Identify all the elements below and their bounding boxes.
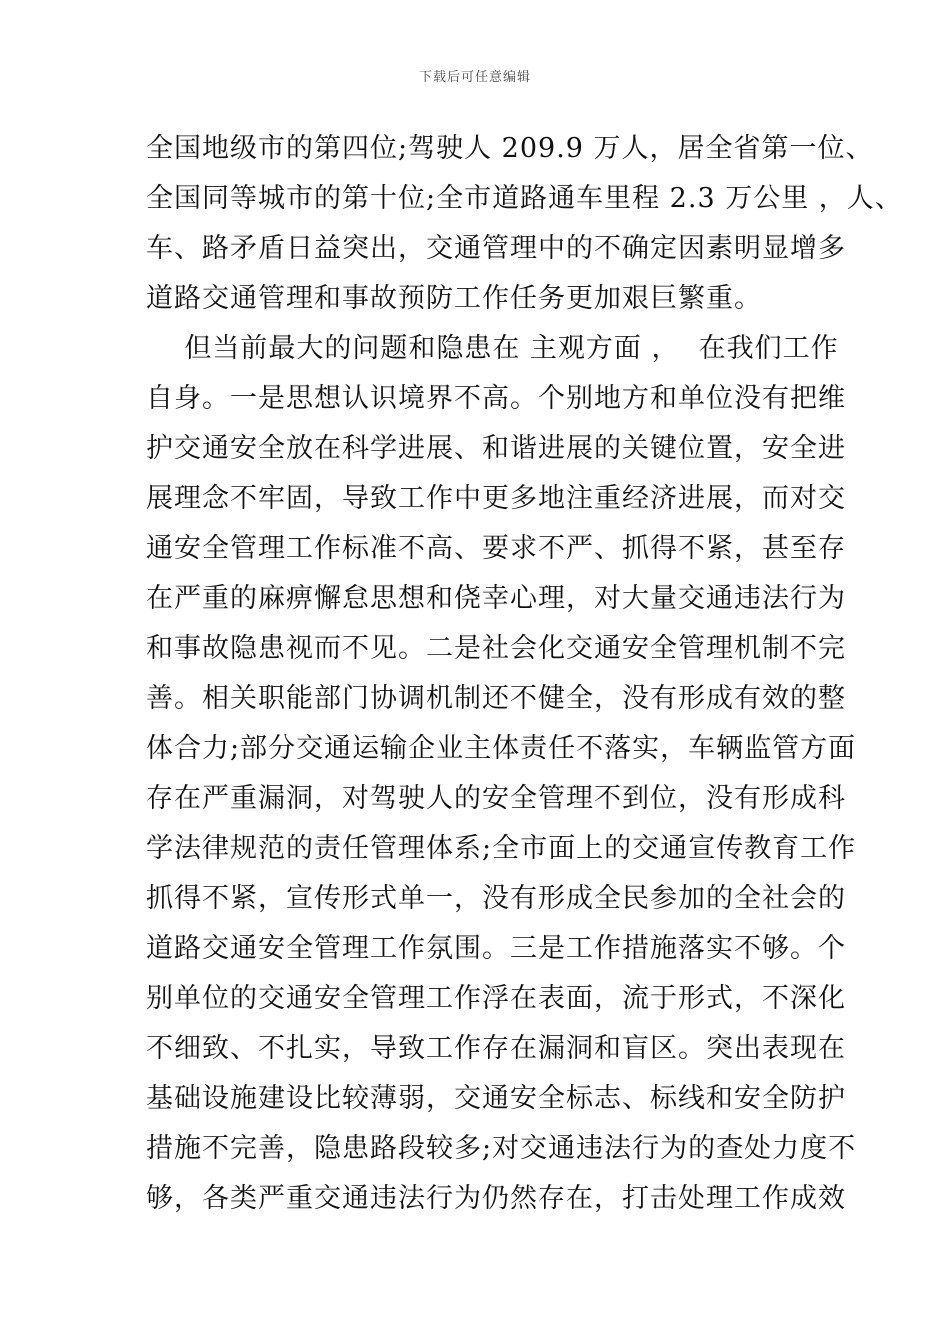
text-line: 体合力;部分交通运输企业主体责任不落实，车辆监管方面 bbox=[146, 733, 857, 764]
text-line: 学法律规范的责任管理体系;全市面上的交通宣传教育工作 bbox=[146, 833, 857, 864]
text-line: 全国同等城市的第十位;全市道路通车里程 2.3 万公里 ，人、 bbox=[146, 183, 903, 214]
paragraph-start-line: 但当前最大的问题和隐患在 主观方面 ， 在我们工作 bbox=[146, 333, 839, 364]
text-line: 车、路矛盾日益突出，交通管理中的不确定因素明显增多 bbox=[146, 233, 846, 264]
text-line: 抓得不紧，宣传形式单一，没有形成全民参加的全社会的 bbox=[146, 883, 846, 914]
text-line: 通安全管理工作标准不高、要求不严、抓得不紧，甚至存 bbox=[146, 533, 846, 564]
text-line: 和事故隐患视而不见。二是社会化交通安全管理机制不完 bbox=[146, 633, 846, 664]
text-line: 护交通安全放在科学进展、和谐进展的关键位置，安全进 bbox=[146, 433, 846, 464]
text-line: 在严重的麻痹懈怠思想和侥幸心理，对大量交通违法行为 bbox=[146, 583, 846, 614]
text-line: 展理念不牢固，导致工作中更多地注重经济进展，而对交 bbox=[146, 483, 846, 514]
page-header: 下载后可任意编辑 bbox=[418, 70, 531, 85]
text-line: 基础设施建设比较薄弱，交通安全标志、标线和安全防护 bbox=[146, 1083, 846, 1114]
document-body bbox=[146, 124, 903, 1224]
text-line: 道路交通安全管理工作氛围。三是工作措施落实不够。个 bbox=[146, 933, 846, 964]
text-line: 存在严重漏洞，对驾驶人的安全管理不到位，没有形成科 bbox=[146, 783, 846, 814]
text-line: 够，各类严重交通违法行为仍然存在，打击处理工作成效 bbox=[146, 1183, 846, 1214]
text-line: 善。相关职能部门协调机制还不健全，没有形成有效的整 bbox=[146, 683, 846, 714]
text-line: 全国地级市的第四位;驾驶人 209.9 万人，居全省第一位、 bbox=[146, 133, 874, 164]
text-line: 措施不完善，隐患路段较多;对交通违法行为的查处力度不 bbox=[146, 1133, 857, 1164]
text-line: 别单位的交通安全管理工作浮在表面，流于形式，不深化 bbox=[146, 983, 846, 1014]
text-line: 不细致、不扎实，导致工作存在漏洞和盲区。突出表现在 bbox=[146, 1033, 846, 1064]
text-line: 自身。一是思想认识境界不高。个别地方和单位没有把维 bbox=[146, 383, 846, 414]
text-line: 道路交通管理和事故预防工作任务更加艰巨繁重。 bbox=[146, 283, 762, 314]
